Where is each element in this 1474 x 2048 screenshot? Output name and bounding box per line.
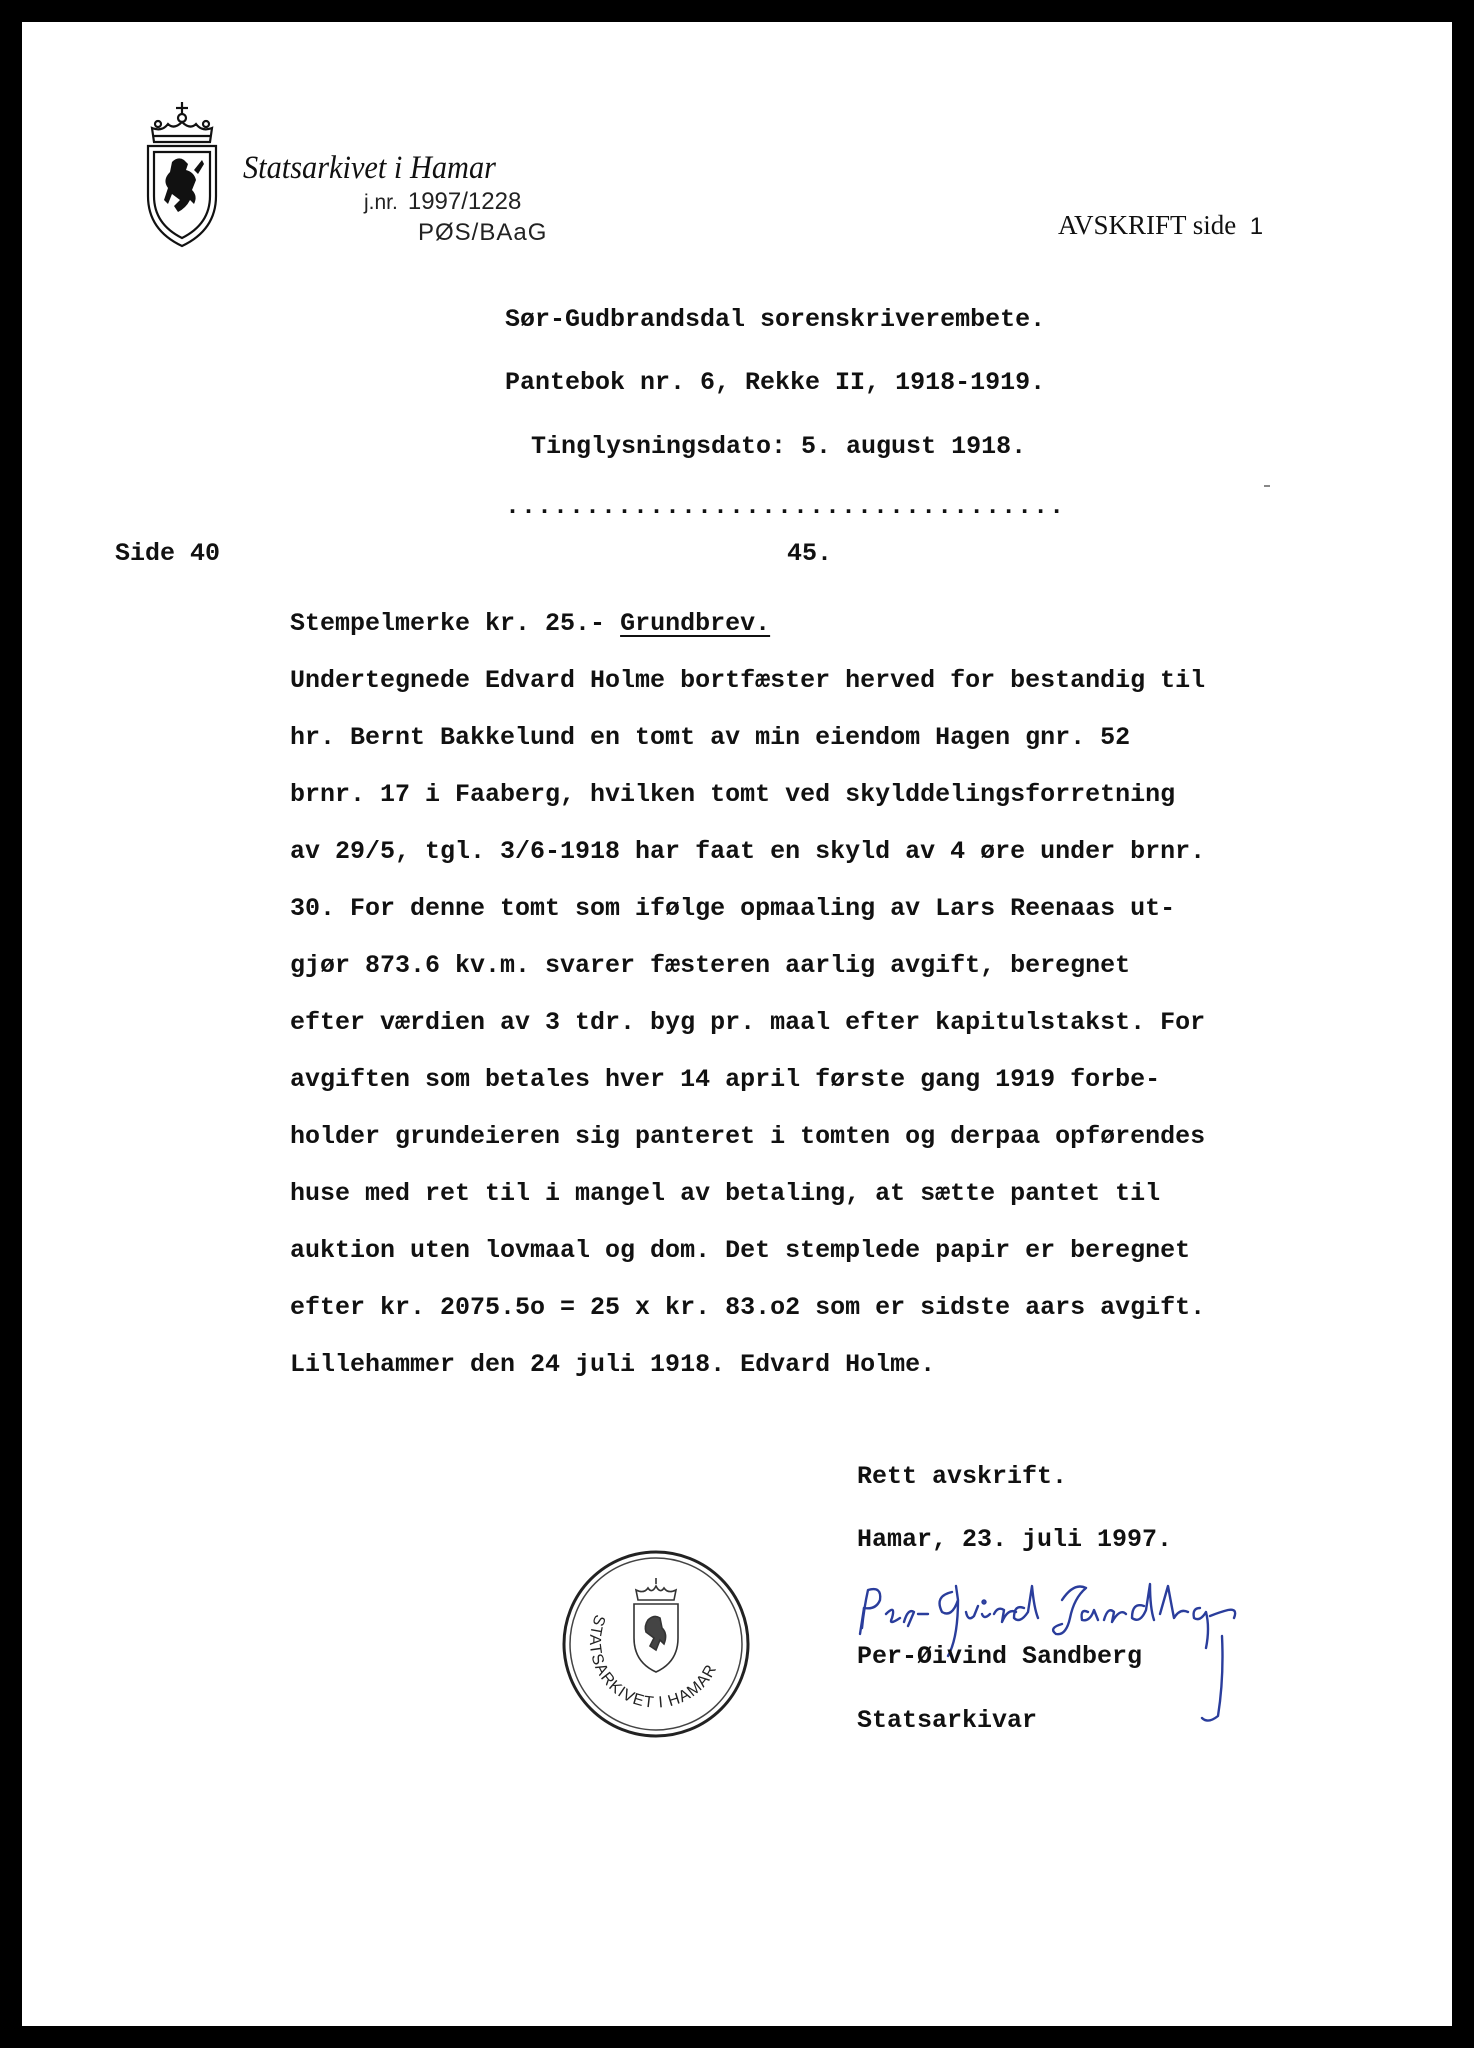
body-line: gjør 873.6 kv.m. svarer fæsteren aarlig avgift, beregnet [290, 951, 1131, 980]
stamp-text: Stempelmerke kr. 25.- [290, 609, 606, 638]
body-line: efter kr. 2075.5o = 25 x kr. 83.o2 som er sidste aars avgift. [290, 1293, 1206, 1322]
copy-page-label [1058, 210, 1263, 241]
body-line: 30. For denne tomt som ifølge opmaaling av Lars Reenaas ut- [290, 894, 1176, 923]
registration-date: Tinglysningsdato: 5. august 1918. [531, 432, 1027, 461]
signatory-name: Per-Øivind Sandberg [857, 1642, 1143, 1671]
body-line: av 29/5, tgl. 3/6-1918 har faat en skyld av 4 øre under brnr. [290, 837, 1206, 866]
court-name: Sør-Gudbrandsdal sorenskriverembete. [505, 305, 1046, 334]
scan-mark [1264, 485, 1270, 487]
body-line: Undertegnede Edvard Holme bortfæster herved for bestandig til [290, 666, 1206, 695]
reference-code: PØS/BAaG [418, 219, 548, 246]
journal-number-value: 1997/1228 [407, 188, 522, 215]
entry-body [290, 595, 1400, 1393]
body-line: efter værdien av 3 tdr. byg pr. maal efter kapitulstakst. For [290, 1008, 1206, 1037]
body-line: brnr. 17 i Faaberg, hvilken tomt ved skylddelingsforretning [290, 780, 1176, 809]
journal-number [364, 188, 521, 216]
archive-name: Statsarkivet i Hamar [243, 150, 496, 186]
archive-seal-stamp [560, 1548, 752, 1740]
document-page [22, 22, 1452, 2026]
seal-text: STATSARKIVET I HAMAR [585, 1612, 721, 1712]
body-line: avgiften som betales hver 14 april første gang 1919 forbe- [290, 1065, 1161, 1094]
body-line: auktion uten lovmaal og dom. Det stemplede papir er beregnet [290, 1236, 1191, 1265]
page-number: 1 [1249, 213, 1264, 240]
seal-crest-icon [634, 1578, 678, 1672]
stamp-line [290, 595, 1400, 652]
side-label: Side 40 [115, 539, 221, 568]
copy-label-text: AVSKRIFT side [1058, 210, 1237, 240]
certification-statement: Rett avskrift. [857, 1462, 1068, 1491]
register-name: Pantebok nr. 6, Rekke II, 1918-1919. [505, 368, 1046, 397]
journal-number-label: j.nr. [364, 191, 398, 214]
dotted-separator: ................................... [505, 492, 1066, 521]
body-line: holder grundeieren sig panteret i tomten og derpaa opførendes [290, 1122, 1206, 1151]
document-type: Grundbrev. [620, 609, 771, 638]
body-line: huse med ret til i mangel av betaling, at sætte pantet til [290, 1179, 1161, 1208]
certification-place-date: Hamar, 23. juli 1997. [857, 1525, 1173, 1554]
body-line: hr. Bernt Bakkelund en tomt av min eiendom Hagen gnr. 52 [290, 723, 1131, 752]
signatory-title: Statsarkivar [857, 1706, 1038, 1735]
norwegian-lion-crest-icon [132, 100, 232, 250]
entry-number: 45. [787, 539, 833, 568]
body-line: Lillehammer den 24 juli 1918. Edvard Holme. [290, 1350, 936, 1379]
